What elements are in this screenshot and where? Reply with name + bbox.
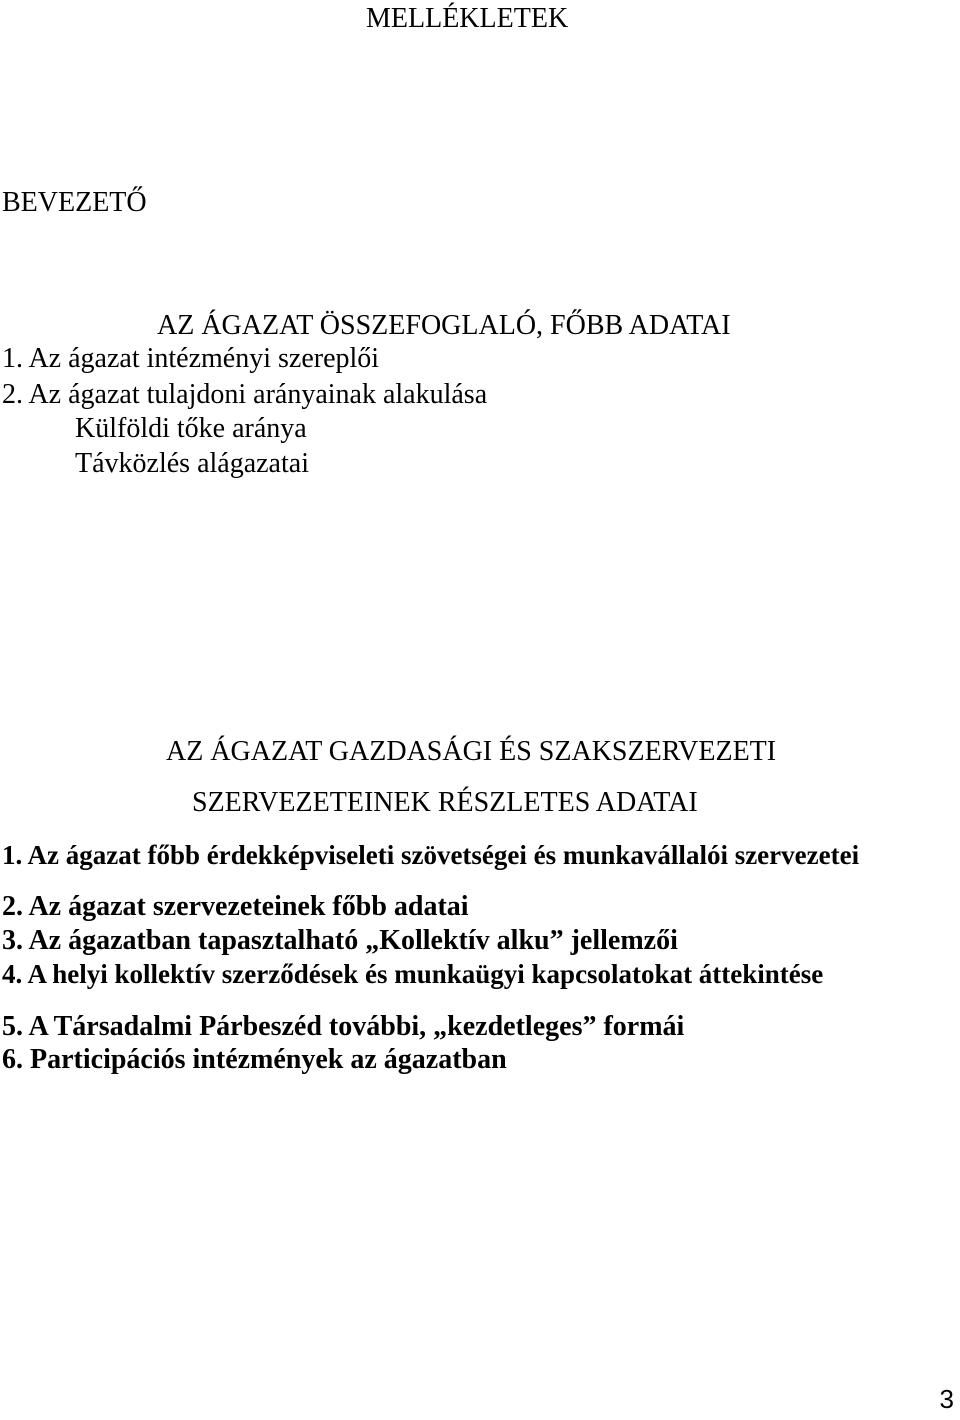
page-number: 3 — [939, 1384, 954, 1414]
section2-item: 4. A helyi kollektív szerződések és munkaügyi kapcsolatokat áttekintése — [2, 959, 824, 989]
section1-item: 2. Az ágazat tulajdoni arányainak alakulása — [2, 379, 488, 410]
section2-item: 1. Az ágazat főbb érdekképviseleti szövetségei és munkavállalói szervezetei — [2, 840, 860, 870]
section2-item: 5. A Társadalmi Párbeszéd további, „kezdetleges” formái — [2, 1011, 685, 1042]
document-title: MELLÉKLETEK — [366, 3, 569, 34]
section2-heading-line2: SZERVEZETEINEK RÉSZLETES ADATAI — [192, 787, 698, 818]
section2-heading-line1: AZ ÁGAZAT GAZDASÁGI ÉS SZAKSZERVEZETI — [166, 736, 777, 767]
intro-heading: BEVEZETŐ — [2, 187, 147, 218]
section1-heading: AZ ÁGAZAT ÖSSZEFOGLALÓ, FŐBB ADATAI — [157, 310, 731, 341]
section2-item: 2. Az ágazat szervezeteinek főbb adatai — [2, 891, 469, 922]
section2-item: 3. Az ágazatban tapasztalható „Kollektív alku” jellemzői — [2, 925, 678, 956]
section1-subitem: Távközlés alágazatai — [75, 448, 309, 479]
section2-item: 6. Participációs intézmények az ágazatban — [2, 1044, 507, 1075]
section1-subitem: Külföldi tőke aránya — [75, 413, 307, 444]
section1-item: 1. Az ágazat intézményi szereplői — [2, 343, 380, 374]
